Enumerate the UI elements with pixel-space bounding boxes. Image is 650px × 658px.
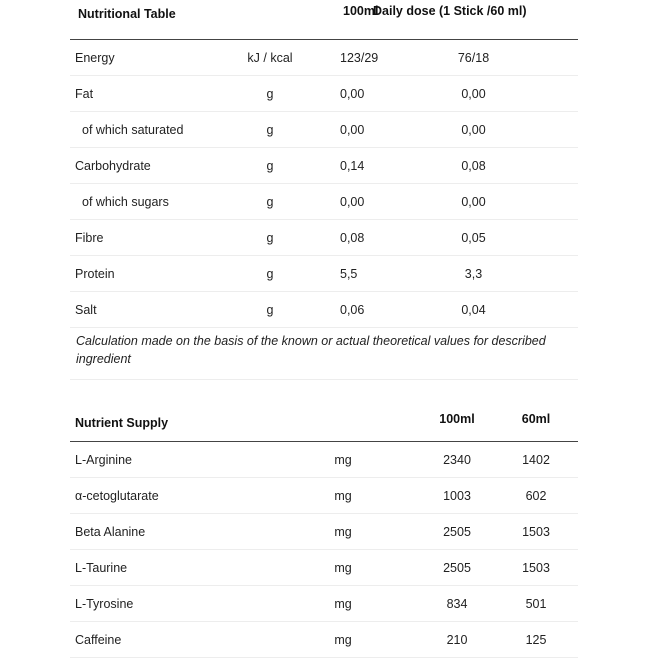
value-100ml: 0,00 <box>315 184 369 220</box>
table-row <box>70 184 578 220</box>
table-row <box>70 478 578 514</box>
nutrient-name: L-Tyrosine <box>70 586 266 622</box>
calculation-note: Calculation made on the basis of the known or actual theoretical values for described ingredient <box>70 328 578 380</box>
value-100ml: 0,00 <box>315 76 369 112</box>
nutritional-table <box>70 0 578 328</box>
value-daily-dose: 76/18 <box>369 40 578 76</box>
value-100ml: 834 <box>420 586 494 622</box>
table-row <box>70 442 578 478</box>
table-row <box>70 220 578 256</box>
table-row <box>70 76 578 112</box>
nutrient-unit: g <box>225 76 315 112</box>
nutrient-name: α-cetoglutarate <box>70 478 266 514</box>
value-100ml: 5,5 <box>315 256 369 292</box>
column-header-unit <box>266 380 420 442</box>
table-row <box>70 622 578 658</box>
table-row <box>70 256 578 292</box>
value-60ml: 501 <box>494 586 578 622</box>
value-60ml: 1503 <box>494 550 578 586</box>
value-100ml: 210 <box>420 622 494 658</box>
nutrient-unit: g <box>225 292 315 328</box>
value-100ml: 0,06 <box>315 292 369 328</box>
nutrient-name: Fat <box>70 76 225 112</box>
column-header-100ml: 100ml <box>315 0 369 40</box>
value-60ml: 1503 <box>494 514 578 550</box>
column-header-60ml: 60ml <box>494 380 578 442</box>
nutrient-unit: mg <box>266 514 420 550</box>
nutrient-unit: g <box>225 256 315 292</box>
nutrient-unit: mg <box>266 550 420 586</box>
column-header-daily-dose: Daily dose (1 Stick /60 ml) <box>369 0 578 40</box>
nutrient-unit: g <box>225 148 315 184</box>
value-100ml: 123/29 <box>315 40 369 76</box>
value-100ml: 0,14 <box>315 148 369 184</box>
nutrient-name: Carbohydrate <box>70 148 225 184</box>
nutrient-name: L-Taurine <box>70 550 266 586</box>
nutrient-unit: mg <box>266 622 420 658</box>
column-header-nutrient-supply: Nutrient Supply <box>70 380 266 442</box>
nutrient-name: Protein <box>70 256 225 292</box>
value-100ml: 2340 <box>420 442 494 478</box>
nutrient-unit: mg <box>266 478 420 514</box>
value-60ml: 125 <box>494 622 578 658</box>
nutrient-name: Salt <box>70 292 225 328</box>
value-100ml: 1003 <box>420 478 494 514</box>
column-header-100ml: 100ml <box>420 380 494 442</box>
column-header-nutritional-table: Nutritional Table <box>70 0 225 40</box>
value-daily-dose: 0,00 <box>369 184 578 220</box>
nutrient-unit: mg <box>266 586 420 622</box>
table-row <box>70 550 578 586</box>
nutrient-unit: g <box>225 220 315 256</box>
nutrient-name: Beta Alanine <box>70 514 266 550</box>
table-row <box>70 586 578 622</box>
nutrient-name: of which saturated <box>70 112 225 148</box>
table-row <box>70 292 578 328</box>
table-row <box>70 40 578 76</box>
table-row <box>70 112 578 148</box>
nutrient-unit: g <box>225 184 315 220</box>
nutritional-table-header <box>70 0 578 40</box>
column-header-unit <box>225 0 315 40</box>
value-daily-dose: 0,04 <box>369 292 578 328</box>
nutrient-unit: g <box>225 112 315 148</box>
value-daily-dose: 0,00 <box>369 112 578 148</box>
value-100ml: 0,08 <box>315 220 369 256</box>
value-daily-dose: 0,05 <box>369 220 578 256</box>
nutrition-page <box>70 0 578 658</box>
value-60ml: 602 <box>494 478 578 514</box>
nutrient-name: L-Arginine <box>70 442 266 478</box>
nutrient-name: Caffeine <box>70 622 266 658</box>
value-daily-dose: 0,00 <box>369 76 578 112</box>
value-100ml: 0,00 <box>315 112 369 148</box>
nutrient-name: of which sugars <box>70 184 225 220</box>
value-60ml: 1402 <box>494 442 578 478</box>
value-100ml: 2505 <box>420 550 494 586</box>
nutrient-supply-table <box>70 380 578 658</box>
value-daily-dose: 0,08 <box>369 148 578 184</box>
value-daily-dose: 3,3 <box>369 256 578 292</box>
nutrient-unit: mg <box>266 442 420 478</box>
nutrient-unit: kJ / kcal <box>225 40 315 76</box>
nutrient-name: Energy <box>70 40 225 76</box>
value-100ml: 2505 <box>420 514 494 550</box>
table-row <box>70 514 578 550</box>
nutrient-supply-header <box>70 380 578 442</box>
nutrient-name: Fibre <box>70 220 225 256</box>
table-row <box>70 148 578 184</box>
